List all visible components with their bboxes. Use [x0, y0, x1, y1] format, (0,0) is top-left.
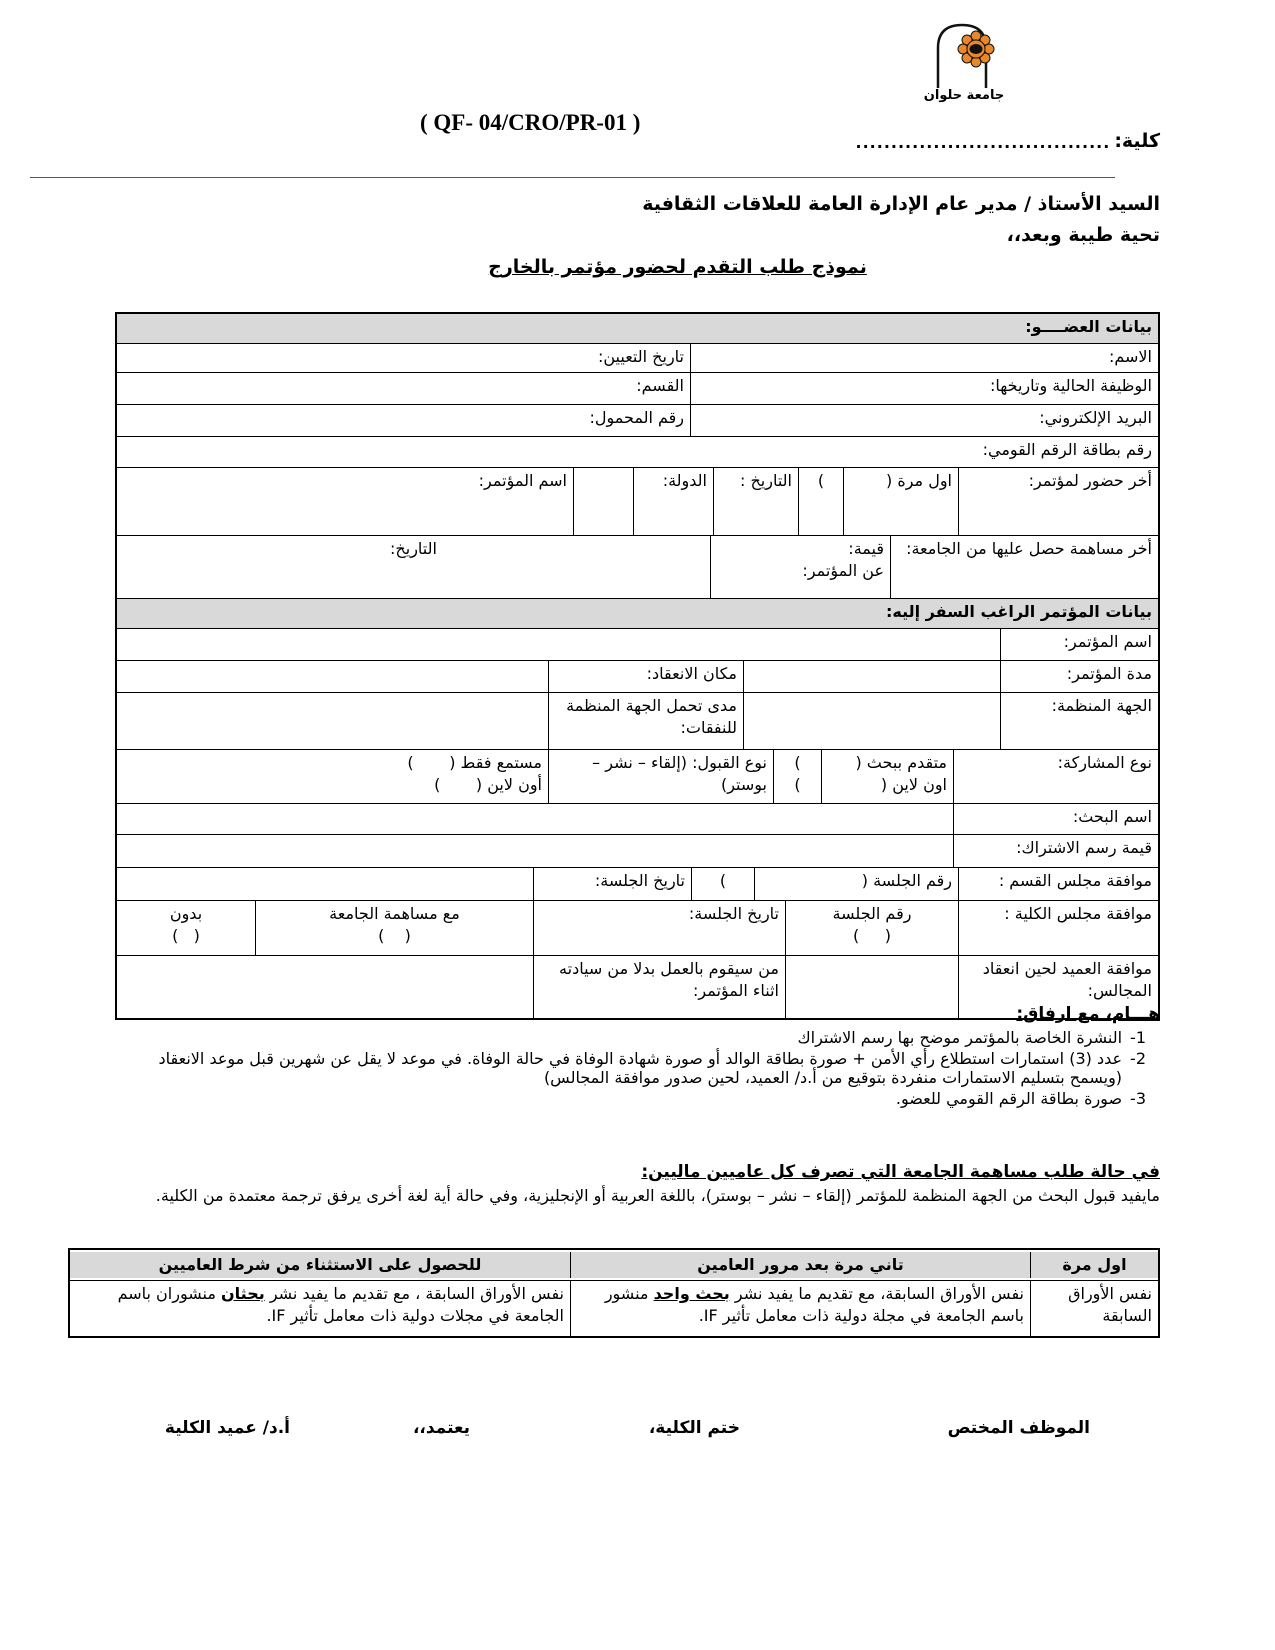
contribution-paragraph: مايفيد قبول البحث من الجهة المنظمة للمؤتمر (إلقاء – نشر – بوستر)، باللغة العربية أو الإنجليزية، وفي حالة أية لغة أخرى يرفق ترجمة معتمدة من الكلية. [155, 1186, 1160, 1205]
participation-applicant-cell[interactable] [821, 750, 953, 803]
organizer-input-cell[interactable] [743, 693, 1000, 749]
email-label: البريد الإلكتروني: [690, 405, 1158, 436]
gear-flower-icon [958, 31, 994, 67]
organizer-label: الجهة المنظمة: [1000, 693, 1158, 749]
second-time-bold-term: بحث واحد [653, 1284, 730, 1303]
contribution-date-label[interactable]: التاريخ: [390, 539, 437, 558]
faculty-fill-in[interactable]: .................................... [855, 133, 1111, 152]
header-divider [30, 177, 1115, 178]
signature-employee: الموظف المختص [947, 1418, 1090, 1438]
applicant-with-research-option[interactable]: متقدم ببحث ( [855, 753, 947, 772]
form-title: نموذج طلب التقدم لحضور مؤتمر بالخارج [488, 256, 867, 278]
dept-label[interactable]: القسم: [636, 376, 684, 395]
conference-duration-label: مدة المؤتمر: [1000, 661, 1158, 692]
hire-date-label[interactable]: تاريخ التعيين: [597, 347, 684, 366]
member-section-header: بيانات العضــــو: [117, 314, 1158, 343]
university-logo-graphic [921, 18, 1007, 90]
eligibility-table [68, 1248, 1160, 1338]
last-conf-country-label[interactable]: الدولة: [633, 468, 713, 535]
item-1-number: 1- [1130, 1028, 1146, 1047]
conference-duration-input-cell[interactable] [743, 661, 1000, 692]
college-session-date-label[interactable]: تاريخ الجلسة: [533, 901, 785, 955]
last-conf-name-label[interactable]: اسم المؤتمر: [478, 471, 567, 490]
listener-cell[interactable] [117, 750, 548, 803]
eligibility-header-second-time: تاني مرة بعد مرور العامين [570, 1252, 1030, 1278]
conference-name-input-cell[interactable] [117, 629, 1000, 660]
item-3-number: 3- [1130, 1089, 1146, 1108]
contribution-value-cell[interactable] [710, 536, 890, 598]
research-name-label: اسم البحث: [953, 804, 1158, 834]
listener-only-option[interactable]: مستمع فقط ( ) [407, 753, 542, 772]
university-name-text: جامعة حلوان [923, 88, 1005, 103]
research-name-input-cell[interactable] [117, 804, 953, 834]
conference-section-header: بيانات المؤتمر الراغب السفر إليه: [117, 599, 1158, 628]
substitute-label: من سيقوم بالعمل بدلا من سيادته اثناء المؤتمر: [533, 956, 785, 1018]
with-contribution-label: مع مساهمة الجامعة [329, 904, 460, 923]
signature-dean: أ.د/ عميد الكلية [164, 1418, 290, 1438]
name-label: الاسم: [690, 344, 1158, 372]
country-value-cell[interactable] [573, 468, 633, 535]
dept-session-number-label[interactable]: رقم الجلسة ( [754, 868, 958, 900]
college-session-number-cell[interactable] [785, 901, 958, 955]
eligibility-first-time-cell: نفس الأوراق السابقة [1030, 1281, 1158, 1336]
important-title: هـــام، مع ارفاق: [1016, 1004, 1160, 1024]
expenses-label: مدى تحمل الجهة المنظمة للنفقات: [548, 693, 743, 749]
fee-input-cell[interactable] [117, 835, 953, 867]
dean-approval-label: موافقة العميد لحين انعقاد المجالس: [958, 956, 1158, 1018]
with-university-contribution-cell[interactable] [255, 901, 533, 955]
acceptance-type-label: نوع القبول: (إلقاء – نشر – بوستر) [548, 750, 773, 803]
venue-input-cell[interactable] [117, 661, 548, 692]
college-council-approval-label: موافقة مجلس الكلية : [958, 901, 1158, 955]
exception-bold-term: بحثان [221, 1284, 265, 1303]
signature-stamp: ختم الكلية، [648, 1418, 740, 1438]
eligibility-header-exception: للحصول على الاستثناء من شرط العاميين [70, 1252, 570, 1278]
last-conf-date-label[interactable]: التاريخ : [713, 468, 798, 535]
venue-label: مكان الانعقاد: [548, 661, 743, 692]
faculty-line [856, 130, 1161, 152]
without-label: بدون [169, 904, 203, 923]
main-form-table [115, 312, 1160, 1020]
college-session-number-label: رقم الجلسة [832, 904, 912, 923]
dept-session-date-label[interactable]: تاريخ الجلسة: [533, 868, 691, 900]
first-time-option[interactable]: اول مرة ( [843, 468, 958, 535]
without-parens[interactable]: ( ) [172, 925, 200, 945]
first-time-paren-cell[interactable]: ) [798, 468, 843, 535]
last-conference-label: أخر حضور لمؤتمر: [958, 468, 1158, 535]
item-2-text: عدد (3) استمارات استطلاع رأي الأمن + صورة بطاقة الوالد أو صورة شهادة الوفاة في حالة الوفاة. في موعد لا يقل عن شهرين قبل موعد الانعقاد (ويسمح بتسليم الاستمارات منفردة بتوقيع من أ.د/ العميد، لحين صدور موافقة المجالس) [158, 1049, 1123, 1087]
important-section [115, 1004, 1160, 1110]
college-session-number-parens[interactable]: ( ) [853, 925, 891, 945]
conference-name-label: اسم المؤتمر: [1000, 629, 1158, 660]
applicant-online-option[interactable]: اون لاين ( [880, 774, 947, 794]
important-item-1 [115, 1028, 1160, 1047]
item-2-number: 2- [1130, 1049, 1146, 1068]
eligibility-second-time-cell [570, 1281, 1030, 1336]
signatures-row [0, 1418, 1275, 1458]
applicant-paren-1[interactable]: ) [794, 753, 801, 772]
contribution-value-label: قيمة: [848, 539, 884, 558]
expenses-input-cell[interactable] [117, 693, 548, 749]
without-contribution-cell[interactable] [117, 901, 255, 955]
signature-approve: يعتمد،، [412, 1418, 470, 1438]
second-time-suffix: منشور باسم الجامعة في مجلة دولية ذات معامل تأثير IF. [604, 1284, 1024, 1325]
participation-type-label: نوع المشاركة: [953, 750, 1158, 803]
item-1-text: النشرة الخاصة بالمؤتمر موضح بها رسم الاشتراك [797, 1028, 1123, 1047]
contribution-title: في حالة طلب مساهمة الجامعة التي تصرف كل عاميين ماليين: [641, 1162, 1160, 1182]
mobile-label[interactable]: رقم المحمول: [589, 408, 684, 427]
with-contribution-parens[interactable]: ( ) [378, 925, 411, 945]
job-label: الوظيفة الحالية وتاريخها: [690, 373, 1158, 404]
applicant-paren-cell[interactable] [773, 750, 821, 803]
important-item-2 [115, 1049, 1160, 1087]
eligibility-header-first-time: اول مرة [1030, 1252, 1158, 1278]
eligibility-exception-cell [70, 1281, 570, 1336]
contribution-conditions-section [115, 1162, 1160, 1205]
fee-label: قيمة رسم الاشتراك: [953, 835, 1158, 867]
last-contribution-label: أخر مساهمة حصل عليها من الجامعة: [890, 536, 1158, 598]
national-id-label[interactable]: رقم بطاقة الرقم القومي: [982, 440, 1152, 459]
listener-online-option[interactable]: أون لاين ( ) [434, 774, 542, 794]
important-item-3 [115, 1089, 1160, 1108]
dept-session-date-input-cell[interactable] [117, 868, 533, 900]
item-3-text: صورة بطاقة الرقم القومي للعضو. [895, 1089, 1123, 1108]
greeting-line: تحية طيبة وبعد،، [1006, 224, 1160, 246]
form-code: ( QF- 04/CRO/PR-01 ) [420, 110, 641, 135]
faculty-label: كلية: [1114, 130, 1160, 152]
second-time-prefix: نفس الأوراق السابقة، مع تقديم ما يفيد نشر [729, 1284, 1024, 1303]
exception-suffix: منشوران باسم الجامعة في مجلات دولية ذات معامل تأثير IF. [117, 1284, 564, 1325]
contribution-for-conf-label: عن المؤتمر: [802, 560, 884, 580]
university-logo [921, 18, 1007, 103]
applicant-paren-2[interactable]: ) [794, 774, 801, 794]
exception-prefix: نفس الأوراق السابقة ، مع تقديم ما يفيد نشر [264, 1284, 564, 1303]
dept-session-paren-cell[interactable]: ) [691, 868, 754, 900]
addressee-line: السيد الأستاذ / مدير عام الإدارة العامة للعلاقات الثقافية [642, 193, 1160, 215]
dept-council-approval-label: موافقة مجلس القسم : [958, 868, 1158, 900]
